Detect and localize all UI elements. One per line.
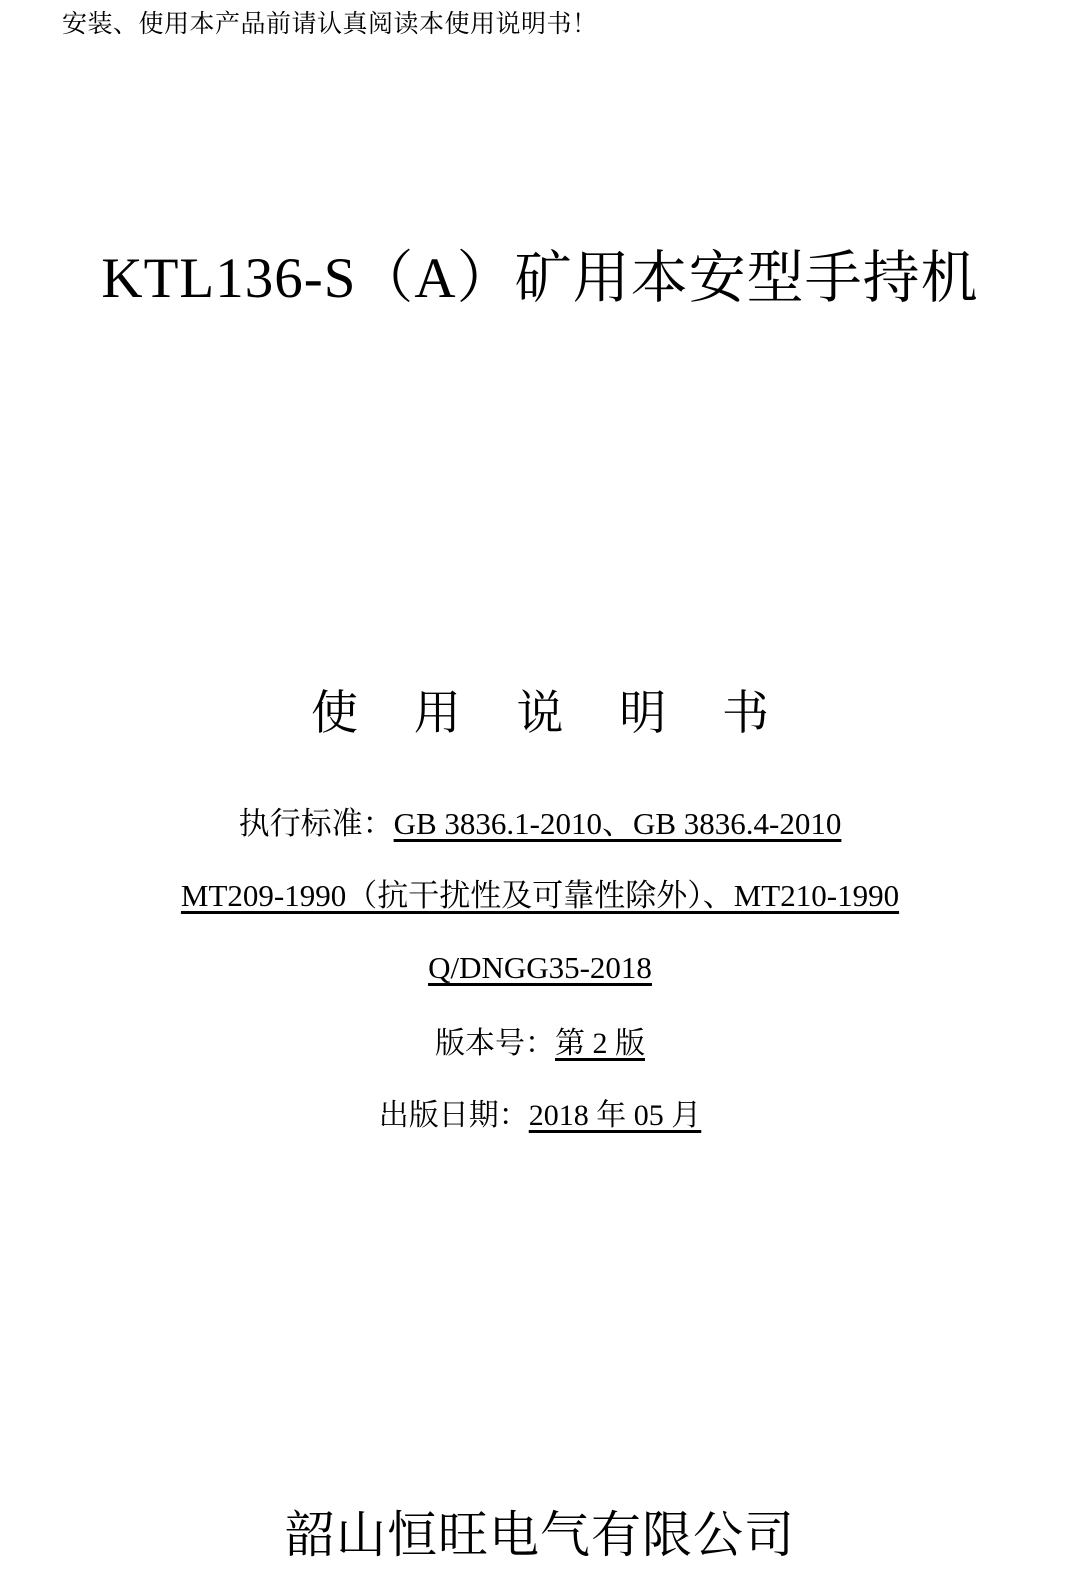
version-value: 第 2 版 — [555, 1027, 645, 1060]
publish-date-line — [0, 1080, 1080, 1152]
standards-line-3 — [0, 932, 1080, 1004]
standards-line-2 — [0, 860, 1080, 932]
company-name: 韶山恒旺电气有限公司 — [285, 1506, 795, 1564]
document-meta-block — [0, 1008, 1080, 1152]
standards-block — [0, 788, 1080, 1004]
standards-value-3: Q/DNGG35-2018 — [428, 950, 652, 985]
standards-label: 执行标准： — [238, 806, 394, 841]
standards-value-1: GB 3836.1-2010、GB 3836.4-2010 — [393, 806, 842, 841]
product-title: KTL136-S（A）矿用本安型手持机 — [101, 247, 979, 310]
version-label: 版本号： — [435, 1027, 555, 1060]
publish-date-label: 出版日期： — [378, 1099, 529, 1132]
manual-subtitle: 使 用 说 明 书 — [311, 688, 791, 740]
standards-line-1 — [0, 788, 1080, 860]
version-line — [0, 1008, 1080, 1080]
standards-value-2: MT209-1990（抗干扰性及可靠性除外）、MT210-1990 — [180, 878, 900, 913]
publish-date-value: 2018 年 05 月 — [528, 1099, 702, 1132]
reading-warning-note: 安装、使用本产品前请认真阅读本使用说明书！ — [62, 11, 598, 38]
